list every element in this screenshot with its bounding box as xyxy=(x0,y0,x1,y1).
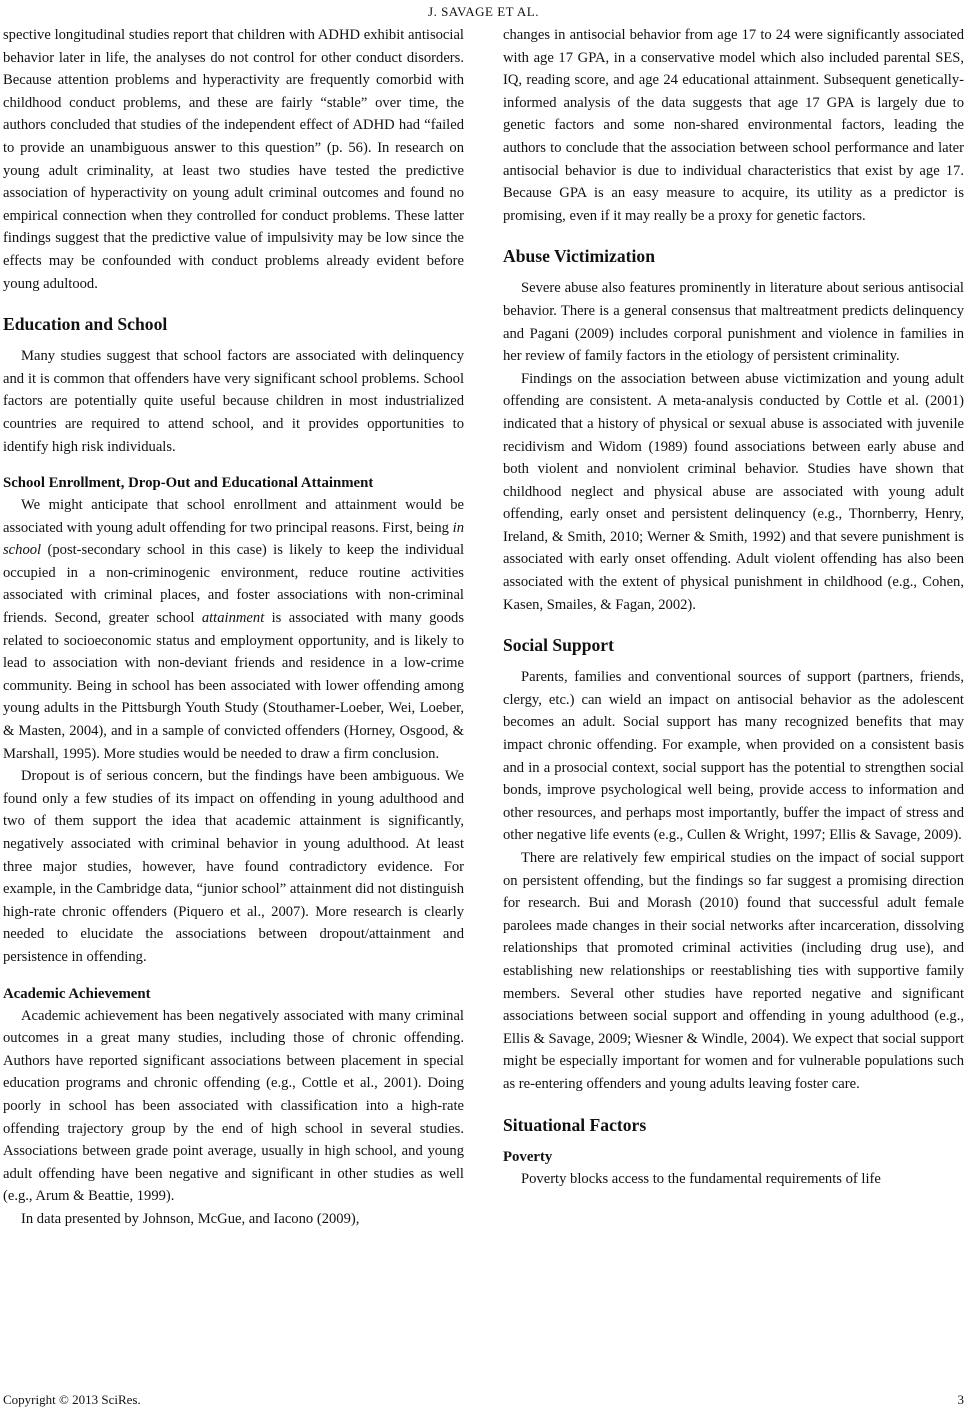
right-column xyxy=(503,24,964,1190)
heading-abuse-victimization: Abuse Victimization xyxy=(503,246,655,267)
paragraph-johnson: In data presented by Johnson, McGue, and Iacono (2009), xyxy=(21,1210,360,1227)
paragraph-abuse-2: Findings on the association between abuse victimization and young adult offending are consistent. A meta-analysis conducted by Cottle et al. (2001) indicated that a history of physical or sexual abuse is associated with juvenile recidivism and Widom (1989) found associations between early abuse and both violent and nonviolent criminal behavior. Studies have shown that childhood neglect and physical abuse are associated with young adult offending, early onset and persistent delinquency (e.g., Thornberry, Henry, Ireland, & Smith, 2010; Werner & Smith, 1992) and that severe punishment is associated with early onset offending. Adult violent offending has also been associated with the extent of physical punishment in childhood (e.g., Cohen, Kasen, Smailes, & Fagan, 2002). xyxy=(503,370,964,613)
paragraph-dropout: Dropout is of serious concern, but the findings have been ambiguous. We found only a few studies of its impact on offending in young adulthood and two of them support the idea that academic attainment is significantly, negatively associated with criminal behavior in young adulthood. At least three major studies, however, have found contradictory evidence. For example, in the Cambridge data, “junior school” attainment did not distinguish high-rate chronic offenders (Piquero et al., 2007). More research is clearly needed to elucidate the associations between dropout/attainment and persistence in offending. xyxy=(3,768,464,965)
paragraph-education: Many studies suggest that school factors are associated with delinquency and it is common that offenders have very significant school problems. School factors are potentially quite useful because children in most industrialized countries are required to attend school, and it provides opportunities to identify high risk individuals. xyxy=(3,348,464,455)
emphasis-attainment: attainment xyxy=(201,610,265,627)
heading-social-support: Social Support xyxy=(503,635,614,656)
paragraph-adhd: spective longitudinal studies report that children with ADHD exhibit antisocial behavior later in life, the analyses do not control for other conduct disorders. Because attention problems and hyperactivity are frequently comorbid with childhood conduct problems, and these are fairly “stable” over time, the authors concluded that studies of the independent effect of ADHD had “failed to provide an unambiguous answer to this question” (p. 56). In research on young adult criminality, at least two studies have tested the predictive association of hyperactivity on young adult criminal outcomes and found no empirical connection when they controlled for conduct problems. These latter findings suggest that the predictive value of impulsivity may be low since the effects may be confounded with conduct problems already evident before young adultood. xyxy=(3,27,464,292)
paragraph-abuse-1: Severe abuse also features prominently in literature about serious antisocial behavior. There is a general consensus that maltreatment predicts delinquency and Pagani (2009) includes corporal punishment and violence in families in her review of family factors in the etiology of persistent criminality. xyxy=(503,280,964,365)
subheading-school-enrollment: School Enrollment, Drop-Out and Educational Attainment xyxy=(3,475,374,492)
paragraph-academic: Academic achievement has been negatively associated with many criminal outcomes in a great many studies, including those of chronic offending. Authors have reported significant associations between placement in special education programs and chronic offending (e.g., Cottle et al., 2001). Doing poorly in school has been associated with classification into a high-rate offending trajectory group by the end of high school in several studies. Associations between grade point average, usually in high school, and young adult offending have been negative and significant in other studies as well (e.g., Arum & Beattie, 1999). xyxy=(3,1007,464,1205)
heading-education-and-school: Education and School xyxy=(3,314,168,335)
left-column xyxy=(3,24,464,1231)
paragraph-enrollment: We might anticipate that school enrollment and attainment would be associated with young adult offending for two principal reasons. First, being in school (post-secondary school in this case) is likely to keep the individual occupied in a non-criminogenic environment, reduce routine activities associated with criminal places, and foster associations with non-criminal friends. Second, greater school attainment is associated with many goods related to socioeconomic status and employment opportunity, and is likely to lead to association with non-deviant friends and residence in a low-crime community. Being in school has been associated with lower offending among young adults in the Pittsburgh Youth Study (Stouthamer-Loeber, Wei, Loeber, & Masten, 2004), and in a sample of convicted offenders (Horney, Osgood, & Marshall, 1995). More studies would be needed to draw a firm conclusion. xyxy=(3,497,464,762)
heading-situational-factors: Situational Factors xyxy=(503,1114,647,1135)
paragraph-social-1: Parents, families and conventional sources of support (partners, friends, clergy, etc.) can wield an impact on antisocial behavior as the adolescent becomes an adult. Social support has many recognized benefits that may impact chronic offending. For example, when provided on a consistent basis and in a prosocial context, social support has the potential to strengthen social bonds, improve psychological well being, provide access to information and other resources, and perhaps most importantly, buffer the impact of stress and other negative life events (e.g., Cullen & Wright, 1997; Ellis & Savage, 2009). xyxy=(503,669,964,844)
paragraph-social-2: There are relatively few empirical studies on the impact of social support on persistent offending, but the findings so far suggest a promising direction for research. Bui and Morash (2010) found that successful adult female parolees made changes in their social networks after incarceration, dissolving relationships that promoted criminal activities (including drug use), and establishing new relationships or reestablishing ties with supportive family members. Several other studies have reported negative and significant associations between social support and offending in young adulthood (e.g., Ellis & Savage, 2009; Wiesner & Windle, 2004). We expect that social support might be especially important for women and for vulnerable populations such as re-entering offenders and young adults leaving foster care. xyxy=(503,850,964,1092)
paragraph-poverty: Poverty blocks access to the fundamental requirements of life xyxy=(521,1170,881,1187)
copyright-notice: Copyright © 2013 SciRes. xyxy=(3,1392,141,1407)
running-head: J. SAVAGE ET AL. xyxy=(428,4,539,19)
subheading-academic-achievement: Academic Achievement xyxy=(3,985,151,1002)
page-number: 3 xyxy=(957,1392,964,1407)
subheading-poverty: Poverty xyxy=(503,1148,553,1165)
paragraph-gpa: changes in antisocial behavior from age 17 to 24 were significantly associated with age 17 GPA, in a conservative model which also included parental SES, IQ, reading score, and age 24 educational attainment. Subsequent genetically-informed analysis of the data suggests that age 17 GPA is largely due to genetic factors and some non-shared environmental factors, leading the authors to conclude that the association between school performance and later antisocial behavior is due to individual characteristics that exist by age 17. Because GPA is an easy measure to acquire, its utility as a predictor is promising, even if it may really be a proxy for genetic factors. xyxy=(503,27,964,224)
emphasis-in-school: in school xyxy=(3,519,464,559)
